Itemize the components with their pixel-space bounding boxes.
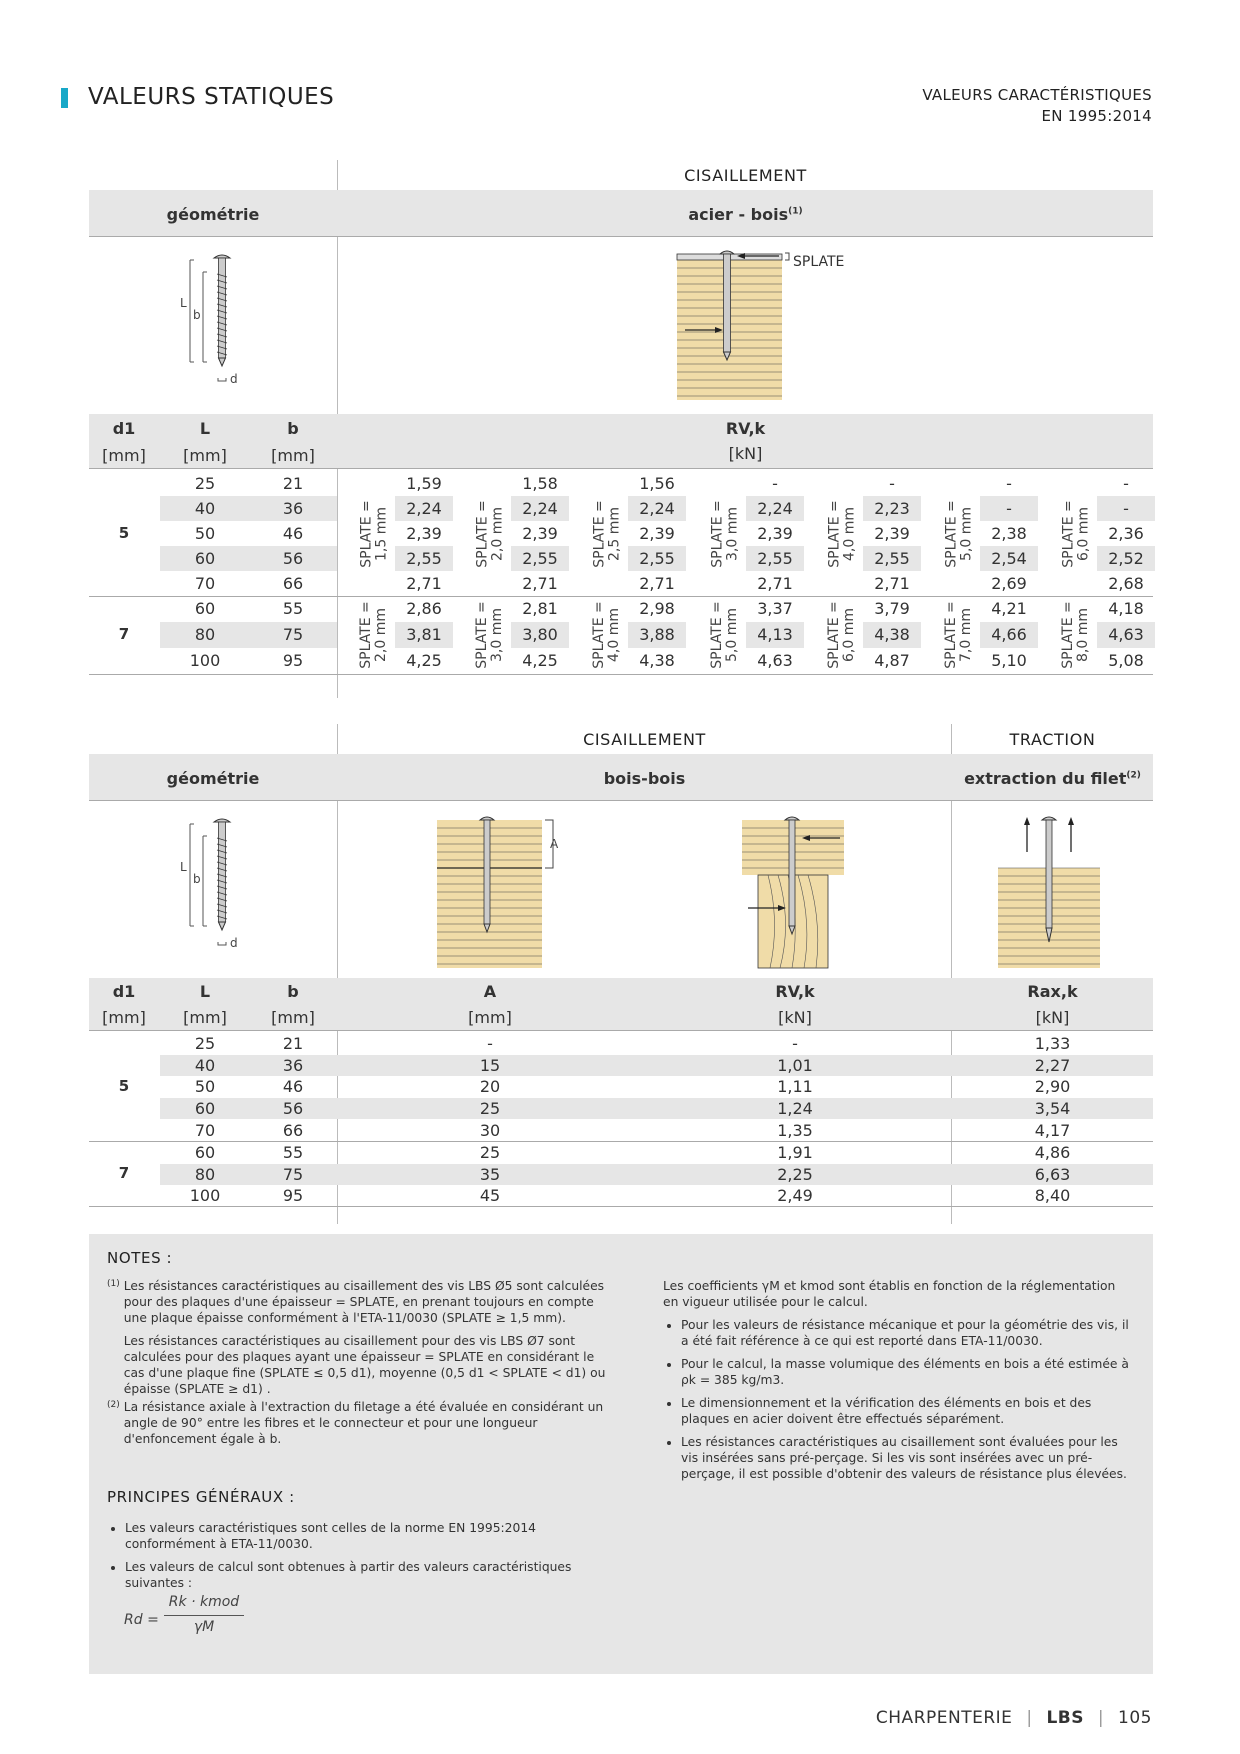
cell-b: 66: [282, 574, 304, 593]
splate-thickness-label: SPLATE = 6,0 mm: [1060, 499, 1091, 568]
cell-L: 70: [194, 574, 216, 593]
cell-rvk: 2,38: [991, 524, 1027, 543]
splate-thickness-label: SPLATE = 6,0 mm: [826, 601, 857, 669]
cell-rvk: 4,66: [991, 625, 1027, 644]
cell-rvk: 2,98: [639, 599, 675, 618]
cell-rvk: 1,56: [639, 474, 675, 493]
splate-thickness-label: SPLATE = 4,0 mm: [591, 601, 622, 669]
col-Rvk-header: RV,k: [725, 419, 766, 438]
cell-rvk: 3,37: [757, 599, 793, 618]
cell-rvk: 1,59: [406, 474, 442, 493]
t2-col-Raxk-unit: [kN]: [1035, 1008, 1070, 1027]
t2-col-b-unit: [mm]: [271, 1008, 315, 1027]
notes-panel: [89, 1234, 1153, 1674]
cell-rvk: 4,25: [406, 651, 442, 670]
note-1b-text: Les résistances caractéristiques au cisaillement pour des vis LBS Ø7 sont calculées pour des plaques ayant une épaisseur = SPLATE en considérant le cas d'une plaque fine (SPLATE ≤ 0,5 d1), moyenne (0,5 d1 < SPLATE < d1) ou épaisse (SPLATE ≥ d1) .: [123, 1334, 606, 1396]
cell-A: 35: [479, 1164, 501, 1184]
cell-rvk: 3,80: [522, 625, 558, 644]
cell-A: 30: [479, 1120, 501, 1140]
cell-rvk: 4,21: [991, 599, 1027, 618]
t2-col-L-header: L: [199, 982, 211, 1001]
cell-rvk: 2,55: [757, 549, 793, 568]
col-d1-header: d1: [112, 419, 136, 438]
note-2-text: La résistance axiale à l'extraction du filetage a été évaluée en considérant un angle de 90° entre les fibres et le connecteur et pour une longueur d'enfoncement égale à b.: [123, 1400, 604, 1446]
cell-rvk: 4,38: [639, 651, 675, 670]
splate-thickness-label: SPLATE = 2,0 mm: [358, 601, 389, 669]
cell-rvk: 2,39: [522, 524, 558, 543]
cell-L: 70: [194, 1120, 216, 1140]
cell-rvk: 2,71: [522, 574, 558, 593]
formula-denominator: γM: [193, 1619, 215, 1635]
page-title: VALEURS STATIQUES: [88, 84, 335, 110]
wood-wood-diagram-B: [740, 812, 850, 972]
splate-thickness-label: SPLATE = 3,0 mm: [709, 499, 740, 568]
table1-note-ref: (1): [788, 206, 803, 217]
cell-rvk: 2,71: [406, 574, 442, 593]
cell-rvk: 2,55: [639, 549, 675, 568]
cell-L: 60: [194, 1142, 216, 1162]
cell-rvk: 2,39: [757, 524, 793, 543]
t2-col-A-unit: [mm]: [468, 1008, 512, 1027]
cell-b: 75: [282, 625, 304, 644]
cell-raxk: 4,86: [1034, 1142, 1071, 1162]
cell-rvk: -: [1006, 474, 1012, 493]
diagram-d1-label: d: [230, 372, 238, 386]
formula-lhs: Rd =: [124, 1612, 159, 1628]
wood-wood-diagram-A: [435, 812, 570, 972]
cell-A: 25: [479, 1142, 501, 1162]
note-predrilling: • Les résistances caractéristiques au cisaillement sont évaluées pour les vis insérées sans pré-perçage. Si les vis sont insérées avec un pré-perçage, il est possible d'obtenir des valeurs de résistance plus élevées.: [681, 1434, 1133, 1482]
notes-right-column: [663, 1278, 1133, 1489]
col-Rvk-unit: [kN]: [728, 444, 763, 463]
table1-steel-wood-label: [338, 205, 1153, 224]
splate-thickness-label: SPLATE = 4,0 mm: [826, 499, 857, 568]
cell-rvk: 2,24: [406, 499, 442, 518]
cell-rvk: 1,01: [777, 1055, 813, 1075]
table2-extraction-label: [952, 769, 1153, 788]
cell-rvk: -: [1123, 499, 1129, 518]
diagram2-b-label: b: [193, 872, 201, 886]
steel-wood-diagram: [675, 250, 855, 405]
cell-rvk: -: [889, 474, 895, 493]
splate-label: SPLATE: [793, 254, 845, 270]
table1-columns-rule: [89, 468, 1153, 469]
notes-title: NOTES :: [107, 1249, 173, 1267]
cell-b: 46: [282, 1077, 304, 1097]
cell-rvk: 3,88: [639, 625, 675, 644]
table2-shear-section: CISAILLEMENT: [583, 730, 706, 749]
cell-rvk: 1,58: [522, 474, 558, 493]
principles-list: [107, 1520, 607, 1598]
cell-rvk: 2,24: [757, 499, 793, 518]
cell-b: 46: [282, 524, 304, 543]
cell-b: 95: [282, 651, 304, 670]
table2-wood-wood-label: bois-bois: [603, 769, 686, 788]
t2-col-L-unit: [mm]: [183, 1008, 227, 1027]
header-standard-line1: VALEURS CARACTÉRISTIQUES: [922, 86, 1152, 104]
cell-A: 25: [479, 1099, 501, 1119]
t2-col-Raxk-header: Rax,k: [1027, 982, 1078, 1001]
cell-b: 66: [282, 1120, 304, 1140]
cell-b: 55: [282, 1142, 304, 1162]
cell-b: 21: [282, 474, 304, 493]
splate-thickness-label: SPLATE = 2,5 mm: [591, 499, 622, 568]
table1-section-label: CISAILLEMENT: [684, 166, 807, 185]
cell-rvk: 3,79: [874, 599, 910, 618]
cell-d1: 5: [118, 1076, 130, 1095]
cell-rvk: 2,36: [1108, 524, 1144, 543]
cell-raxk: 8,40: [1034, 1186, 1071, 1206]
cell-rvk: 2,39: [874, 524, 910, 543]
cell-b: 56: [282, 1099, 304, 1119]
formula-numerator: Rk · kmod: [168, 1594, 240, 1610]
cell-L: 25: [194, 474, 216, 493]
cell-rvk: 2,86: [406, 599, 442, 618]
cell-L: 50: [194, 524, 216, 543]
cell-rvk: 2,52: [1108, 549, 1144, 568]
diagram2-L-label: L: [180, 860, 187, 874]
screw-geometry-diagram-2: [170, 816, 260, 956]
cell-rvk: 3,81: [406, 625, 442, 644]
note-density: • Pour le calcul, la masse volumique des éléments en bois a été estimée à ρk = 385 kg/m3.: [681, 1356, 1133, 1388]
screw-geometry-diagram: [170, 252, 260, 392]
cell-A: -: [487, 1034, 493, 1053]
cell-rvk: 2,24: [639, 499, 675, 518]
splate-thickness-label: SPLATE = 5,0 mm: [709, 601, 740, 669]
cell-L: 25: [194, 1034, 216, 1053]
cell-L: 40: [194, 1055, 216, 1075]
note-eta-reference: • Pour les valeurs de résistance mécanique et pour la géométrie des vis, il a été fait référence à ce qui est reporté dans ETA-11/0030.: [681, 1317, 1133, 1349]
t2-col-A-header: A: [483, 982, 497, 1001]
cell-rvk: 4,87: [874, 651, 910, 670]
header-standard-line2: EN 1995:2014: [1041, 107, 1152, 125]
group-rule: [89, 1206, 1153, 1207]
cell-rvk: 2,71: [639, 574, 675, 593]
cell-rvk: 2,39: [406, 524, 442, 543]
footer-page-number: 105: [1118, 1708, 1152, 1728]
table1-rule: [89, 236, 1153, 237]
t2-col-d1-unit: [mm]: [102, 1008, 146, 1027]
cell-rvk: 4,63: [1108, 625, 1144, 644]
cell-L: 100: [189, 1186, 221, 1206]
cell-A: 45: [479, 1186, 501, 1206]
cell-L: 100: [189, 651, 221, 670]
col-L-header: L: [199, 419, 211, 438]
formula-bar: [164, 1615, 244, 1616]
col-L-unit: [mm]: [183, 446, 227, 465]
cell-rvk: 2,54: [991, 549, 1027, 568]
note-1: [107, 1278, 607, 1397]
cell-L: 50: [194, 1077, 216, 1097]
group-rule: [89, 1141, 1153, 1142]
cell-rvk: 1,91: [777, 1142, 813, 1162]
cell-b: 36: [282, 1055, 304, 1075]
cell-rvk: 2,68: [1108, 574, 1144, 593]
cell-b: 56: [282, 549, 304, 568]
cell-rvk: 2,71: [874, 574, 910, 593]
table1-geometry-label: géométrie: [166, 205, 260, 224]
col-b-unit: [mm]: [271, 446, 315, 465]
cell-d1: 5: [118, 523, 130, 542]
cell-b: 75: [282, 1164, 304, 1184]
cell-rvk: 2,71: [757, 574, 793, 593]
diagram-b-label: b: [193, 308, 201, 322]
page-footer: CHARPENTERIE | LBS | 105: [875, 1708, 1152, 1728]
table2-note-ref: (2): [1126, 770, 1141, 781]
cell-rvk: 2,81: [522, 599, 558, 618]
t2-col-Rvk-header: RV,k: [775, 982, 815, 1001]
cell-rvk: 4,63: [757, 651, 793, 670]
cell-raxk: 2,27: [1034, 1055, 1071, 1075]
diagram2-d1-label: d: [230, 936, 238, 950]
cell-L: 80: [194, 1164, 216, 1184]
cell-d1: 7: [118, 1164, 130, 1182]
table2-geometry-label: géométrie: [166, 769, 260, 788]
cell-rvk: 2,69: [991, 574, 1027, 593]
cell-rvk: 2,55: [522, 549, 558, 568]
cell-rvk: 4,38: [874, 625, 910, 644]
cell-rvk: 1,11: [777, 1077, 813, 1097]
note-2: [107, 1399, 607, 1447]
cell-rvk: 4,25: [522, 651, 558, 670]
cell-d1: 7: [118, 625, 130, 643]
table2-rule: [89, 800, 1153, 801]
cell-rvk: 2,55: [874, 549, 910, 568]
cell-rvk: 2,25: [777, 1164, 813, 1184]
splate-thickness-label: SPLATE = 2,0 mm: [474, 499, 505, 568]
note-separate-check: • Le dimensionnement et la vérification des éléments en bois et des plaques en acier doivent être effectués séparément.: [681, 1395, 1133, 1427]
cell-A: 15: [479, 1055, 501, 1075]
col-b-header: b: [287, 419, 299, 438]
splate-thickness-label: SPLATE = 8,0 mm: [1060, 601, 1091, 669]
header-standard: [922, 85, 1152, 127]
table2-extraction-text: extraction du filet: [964, 769, 1127, 788]
note-1-mark: (1): [107, 1279, 120, 1289]
cell-rvk: 4,18: [1108, 599, 1144, 618]
note-2-mark: (2): [107, 1400, 120, 1410]
cell-rvk: 1,24: [777, 1099, 813, 1119]
cell-L: 80: [194, 625, 216, 644]
cell-rvk: -: [772, 474, 778, 493]
cell-b: 55: [282, 599, 304, 618]
cell-rvk: -: [792, 1034, 798, 1053]
principles-title: PRINCIPES GÉNÉRAUX :: [107, 1488, 295, 1506]
extraction-diagram: [995, 812, 1105, 972]
notes-left-column: [107, 1278, 607, 1447]
group-rule: [89, 596, 1153, 597]
cell-raxk: 1,33: [1034, 1034, 1071, 1053]
cell-L: 60: [194, 1099, 216, 1119]
cell-rvk: 4,13: [757, 625, 793, 644]
splate-thickness-label: SPLATE = 1,5 mm: [358, 499, 389, 568]
cell-b: 36: [282, 499, 304, 518]
footer-section: CHARPENTERIE: [875, 1708, 1013, 1728]
note-coefficients: Les coefficients γM et kmod sont établis en fonction de la réglementation en vigueur utilisée pour le calcul.: [663, 1279, 1116, 1309]
group-rule: [89, 674, 1153, 675]
t2-col-Rvk-unit: [kN]: [778, 1008, 812, 1027]
cell-rvk: 5,10: [991, 651, 1027, 670]
cell-raxk: 4,17: [1034, 1120, 1071, 1140]
note-1a-text: Les résistances caractéristiques au cisaillement des vis LBS Ø5 sont calculées pour des plaques d'une épaisseur = SPLATE, en prenant toujours en compte une plaque épaisse conformément à l'ETA-11/0030 (SPLATE ≥ 1,5 mm).: [123, 1279, 605, 1325]
cell-rvk: -: [1123, 474, 1129, 493]
splate-thickness-label: SPLATE = 3,0 mm: [474, 601, 505, 669]
splate-thickness-label: SPLATE = 7,0 mm: [943, 601, 974, 669]
cell-raxk: 3,54: [1034, 1099, 1071, 1119]
principle-2: • Les valeurs de calcul sont obtenues à partir des valeurs caractéristiques suivantes :: [125, 1559, 607, 1591]
cell-raxk: 2,90: [1034, 1077, 1071, 1097]
cell-rvk: 2,49: [777, 1186, 813, 1206]
cell-L: 60: [194, 599, 216, 618]
cell-raxk: 6,63: [1034, 1164, 1071, 1184]
cell-b: 95: [282, 1186, 304, 1206]
cell-L: 40: [194, 499, 216, 518]
cell-rvk: -: [1006, 499, 1012, 518]
cell-A: 20: [479, 1077, 501, 1097]
cell-rvk: 1,35: [777, 1120, 813, 1140]
col-d1-unit: [mm]: [102, 446, 146, 465]
cell-b: 21: [282, 1034, 304, 1053]
principle-1: • Les valeurs caractéristiques sont celles de la norme EN 1995:2014 conformément à ETA-11/0030.: [125, 1520, 607, 1552]
table2-columns-rule: [89, 1030, 1153, 1031]
cell-rvk: 2,39: [639, 524, 675, 543]
table1-steel-wood-text: acier - bois: [688, 205, 789, 224]
diagram-A-label: A: [550, 837, 559, 851]
title-accent-bar: [61, 88, 68, 108]
t2-col-b-header: b: [287, 982, 299, 1001]
table2-traction-section: TRACTION: [1009, 730, 1096, 749]
diagram-L-label: L: [180, 296, 187, 310]
cell-rvk: 5,08: [1108, 651, 1144, 670]
cell-L: 60: [194, 549, 216, 568]
cell-rvk: 2,24: [522, 499, 558, 518]
cell-rvk: 2,55: [406, 549, 442, 568]
t2-col-d1-header: d1: [112, 982, 136, 1001]
footer-product: LBS: [1046, 1708, 1084, 1728]
cell-rvk: 2,23: [874, 499, 910, 518]
splate-thickness-label: SPLATE = 5,0 mm: [943, 499, 974, 568]
